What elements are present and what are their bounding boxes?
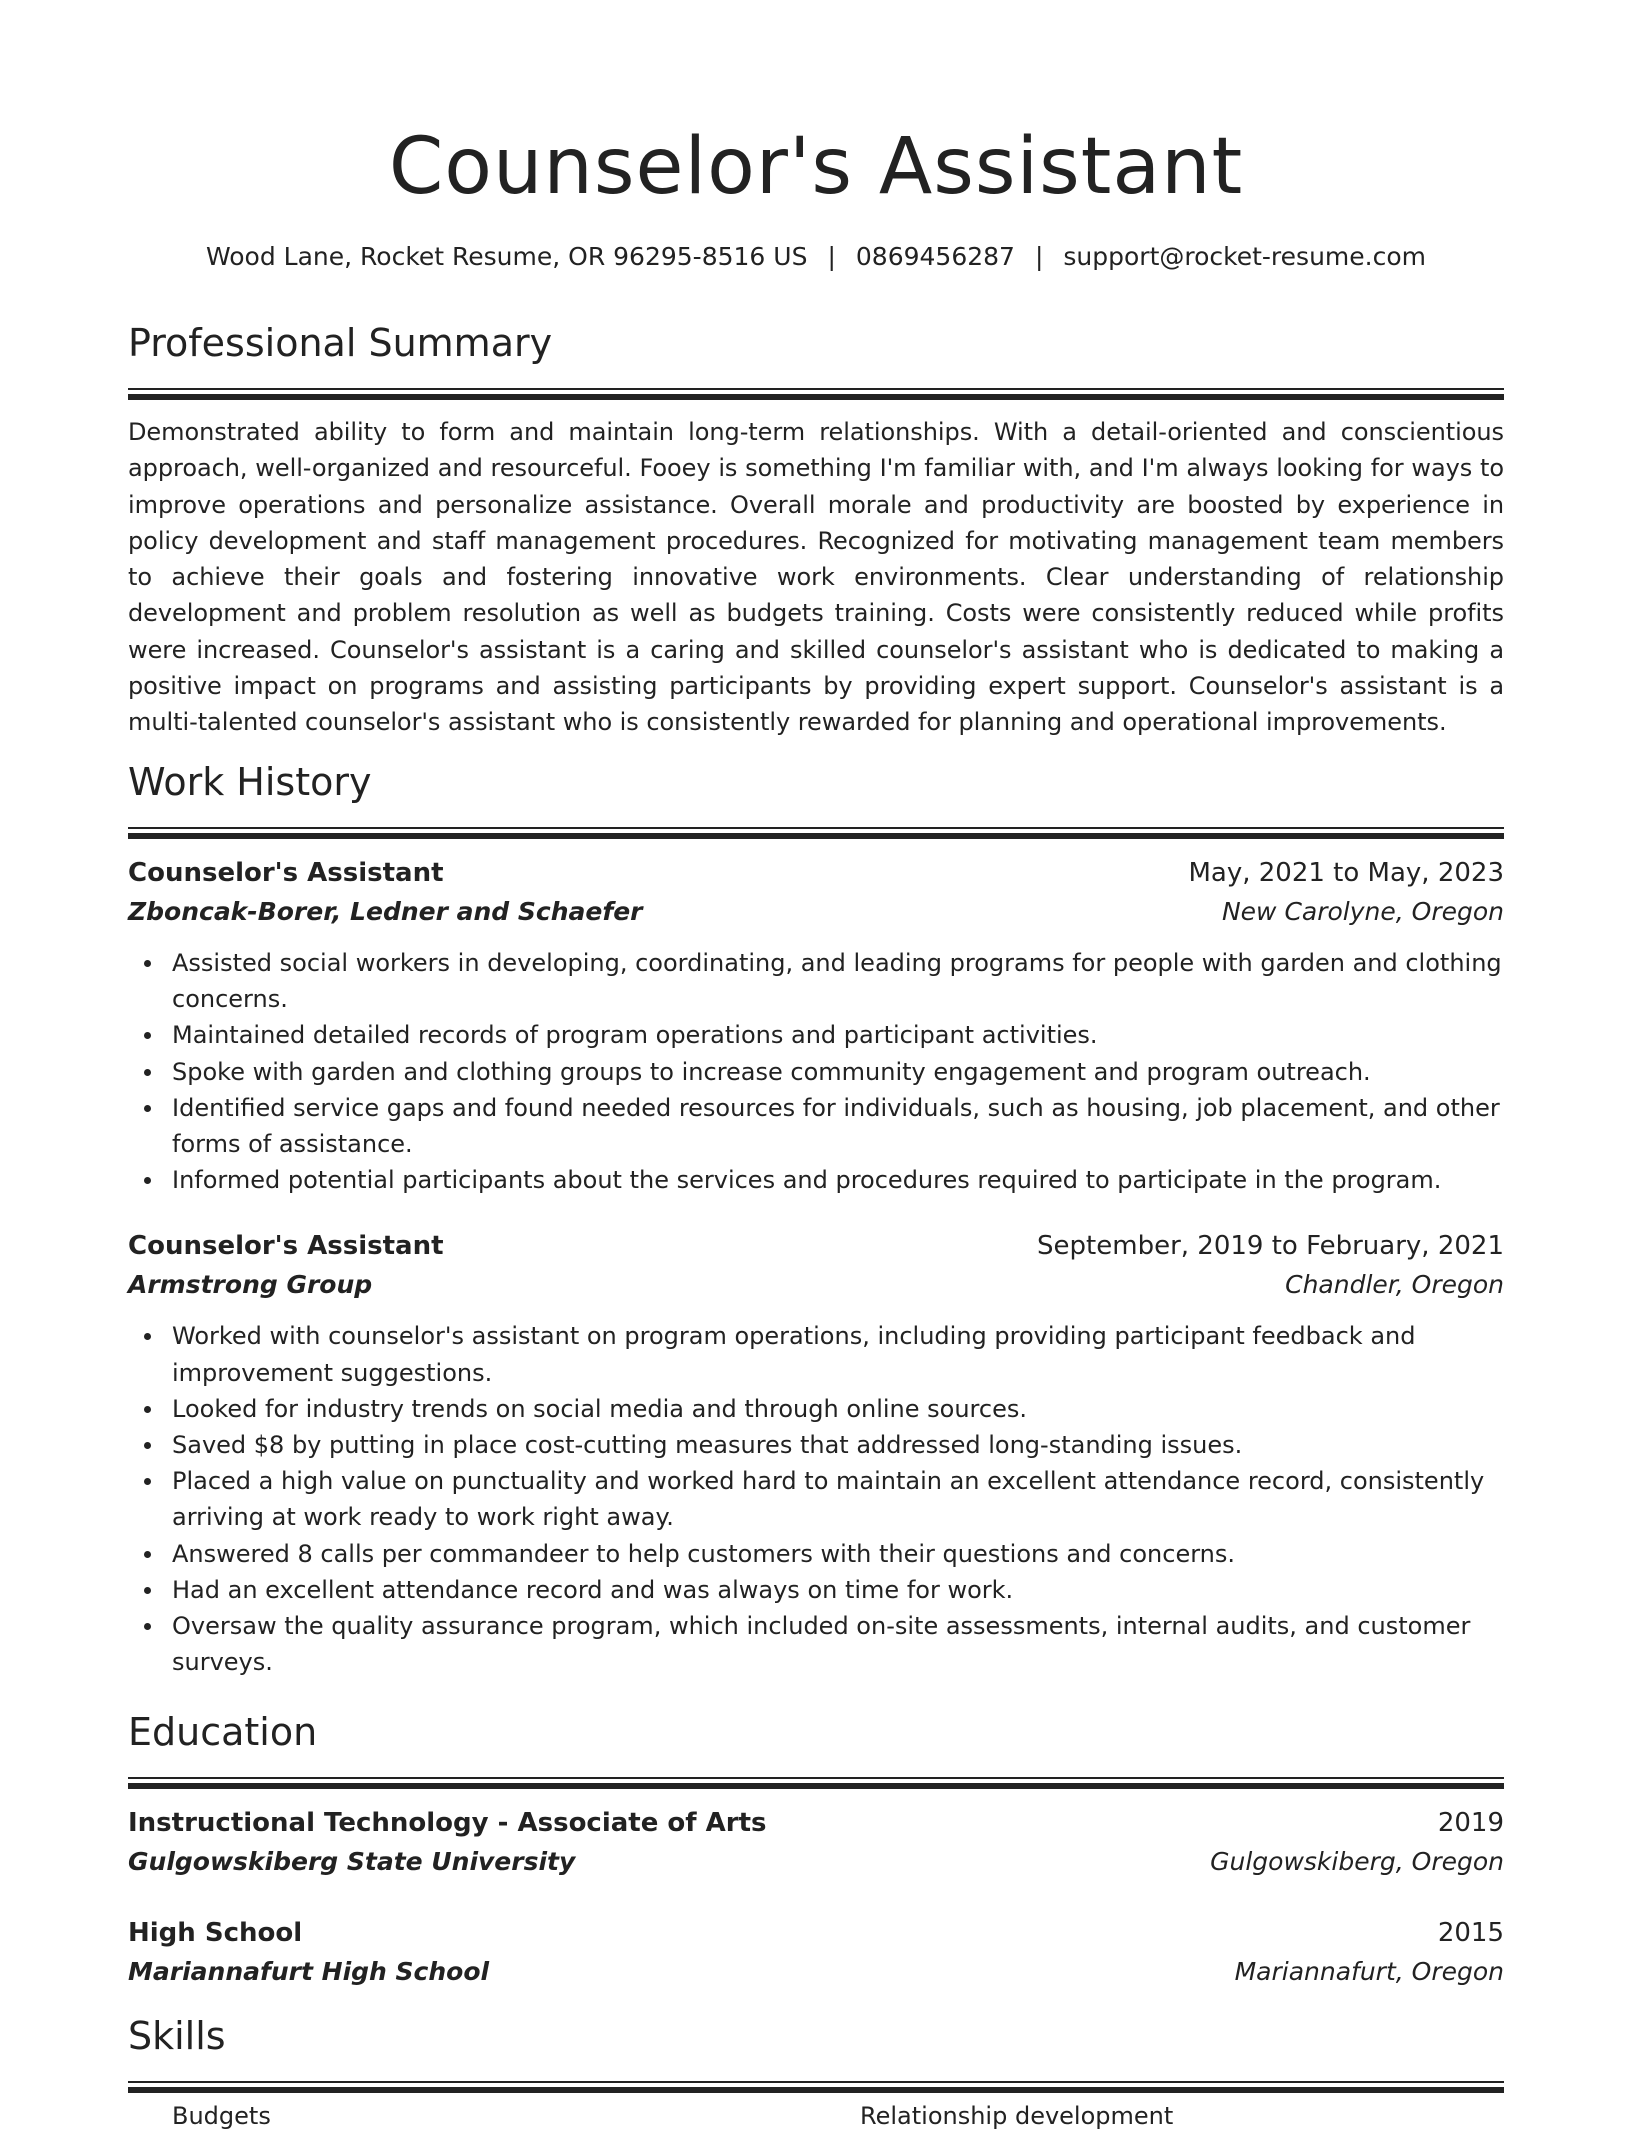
contact-email: support@rocket-resume.com: [1063, 242, 1426, 271]
skills-section: [128, 2009, 1504, 2093]
education-degree: High School: [128, 1918, 303, 1948]
section-divider: [128, 1777, 1504, 1789]
skill-item: Relationship development: [860, 2102, 1174, 2130]
job-location: Chandler, Oregon: [1285, 1270, 1504, 1300]
job-company: Zboncak-Borer, Ledner and Schaefer: [128, 897, 643, 926]
education-degree: Instructional Technology - Associate of Arts: [128, 1808, 767, 1838]
job-bullet: Saved $8 by putting in place cost-cutting measures that addressed long-standing issues.: [172, 1427, 1504, 1463]
contact-separator: |: [827, 242, 836, 271]
job-entry: [128, 1226, 1504, 1680]
job-bullet: Informed potential participants about the services and procedures required to participate in the program.: [172, 1162, 1504, 1198]
job-bullets: [128, 945, 1504, 1198]
skills-list: [128, 2098, 1504, 2130]
job-bullet: Identified service gaps and found needed resources for individuals, such as housing, job placement, and other forms of assistance.: [172, 1090, 1504, 1162]
job-bullet: Answered 8 calls per commandeer to help customers with their questions and concerns.: [172, 1536, 1504, 1572]
section-heading-education: Education: [128, 1710, 318, 1754]
section-heading-skills: Skills: [128, 2014, 226, 2058]
education-location: Mariannafurt, Oregon: [1234, 1957, 1504, 1986]
section-heading-summary: Professional Summary: [128, 321, 553, 365]
skill-item: Budgets: [172, 2102, 271, 2130]
job-bullet: Looked for industry trends on social media and through online sources.: [172, 1391, 1504, 1427]
job-dates: May, 2021 to May, 2023: [1188, 858, 1504, 888]
contact-address: Wood Lane, Rocket Resume, OR 96295-8516 US: [206, 242, 808, 271]
job-company: Armstrong Group: [128, 1270, 373, 1300]
job-title: Counselor's Assistant: [128, 1231, 444, 1262]
education-location: Gulgowskiberg, Oregon: [1210, 1847, 1504, 1876]
work-history-section: [128, 755, 1504, 1680]
job-location: New Carolyne, Oregon: [1221, 897, 1504, 926]
job-bullet: Oversaw the quality assurance program, which included on-site assessments, internal audits, and customer surveys.: [172, 1608, 1504, 1680]
education-section: [128, 1705, 1504, 1991]
job-dates: September, 2019 to February, 2021: [1037, 1231, 1504, 1262]
education-entry: [128, 1913, 1504, 1991]
education-entry: [128, 1803, 1504, 1881]
job-bullet: Worked with counselor's assistant on program operations, including providing participant feedback and improvement suggestions.: [172, 1318, 1504, 1390]
job-entry: [128, 853, 1504, 1198]
education-school: Mariannafurt High School: [128, 1957, 490, 1986]
job-bullet: Maintained detailed records of program operations and participant activities.: [172, 1017, 1504, 1053]
resume-title: Counselor's Assistant: [388, 122, 1244, 212]
job-bullet: Spoke with garden and clothing groups to increase community engagement and program outreach.: [172, 1054, 1504, 1090]
job-bullets: [128, 1318, 1504, 1680]
job-bullet: Placed a high value on punctuality and worked hard to maintain an excellent attendance record, consistently arriving at work ready to work right away.: [172, 1463, 1504, 1535]
summary-text: Demonstrated ability to form and maintain long-term relationships. With a detail-oriented and conscientious approach, well-organized and resourceful. Fooey is something I'm familiar with, and I'm always looking for ways to improve operations and personalize assistance. Overall morale and productivity are boosted by experience in policy development and staff management procedures. Recognized for motivating management team members to achieve their goals and fostering innovative work environments. Clear understanding of relationship development and problem resolution as well as budgets training. Costs were consistently reduced while profits were increased. Counselor's assistant is a caring and skilled counselor's assistant who is dedicated to making a positive impact on programs and assisting participants by providing expert support. Counselor's assistant is a multi-talented counselor's assistant who is consistently rewarded for planning and operational improvements.: [128, 418, 1504, 737]
contact-phone: 0869456287: [855, 242, 1015, 271]
contact-line: [0, 237, 1632, 277]
summary-section: [128, 316, 1504, 741]
education-school: Gulgowskiberg State University: [128, 1847, 576, 1876]
section-divider: [128, 2081, 1504, 2093]
contact-separator: |: [1034, 242, 1044, 271]
job-bullet: Assisted social workers in developing, coordinating, and leading programs for people with garden and clothing concerns.: [172, 945, 1504, 1017]
job-title: Counselor's Assistant: [128, 858, 444, 888]
education-year: 2019: [1437, 1808, 1504, 1838]
education-year: 2015: [1437, 1918, 1504, 1948]
job-bullet: Had an excellent attendance record and was always on time for work.: [172, 1572, 1504, 1608]
section-heading-work-history: Work History: [128, 760, 372, 804]
section-divider: [128, 388, 1504, 400]
section-divider: [128, 827, 1504, 839]
